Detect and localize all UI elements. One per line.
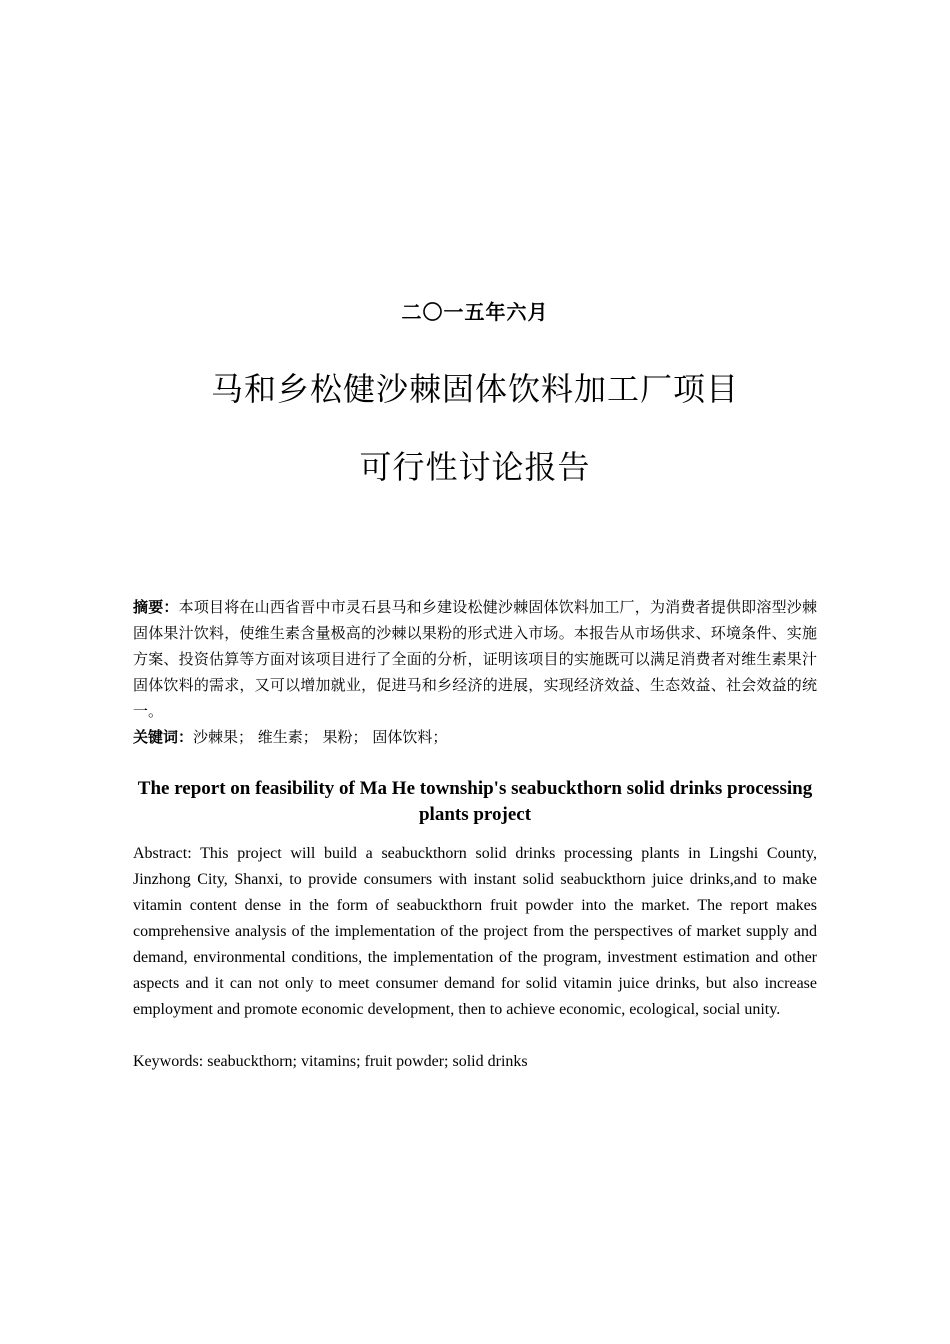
english-keywords: Keywords: seabuckthorn; vitamins; fruit powder; solid drinks: [133, 1053, 528, 1070]
english-abstract: Abstract: This project will build a seabuckthorn solid drinks processing plants in Lingshi County, Jinzhong City, Shanxi, to provide consumers with instant solid seabuckthorn juice drinks,and to make vitamin content dense in the form of seabuckthorn fruit powder into the market. The report makes comprehensive analysis of the implementation of the project from the perspectives of market supply and demand, environmental conditions, the implementation of the program, investment estimation and other aspects and it can not only to meet consumer demand for solid vitamin juice drinks, but also increase employment and promote economic development, then to achieve economic, ecological, social unity.: [133, 845, 817, 1018]
report-title-line-1: 马和乡松健沙棘固体饮料加工厂项目: [210, 370, 739, 408]
report-title-line-2: 可行性讨论报告: [359, 448, 591, 486]
chinese-keywords-label: 关键词：: [133, 728, 194, 746]
chinese-abstract-text: 本项目将在山西省晋中市灵石县马和乡建设松健沙棘固体饮料加工厂，为消费者提供即溶型沙棘固体果汁饮料，使维生素含量极高的沙棘以果粉的形式进入市场。本报告从市场供求、环境条件、实施方案、投资估算等方面对该项目进行了全面的分析，证明该项目的实施既可以满足消费者对维生素果汁固体饮料的需求，又可以增加就业，促进马和乡经济的进展，实现经济效益、生态效益、社会效益的统一。: [133, 598, 817, 720]
english-title: The report on feasibility of Ma He township's seabuckthorn solid drinks processing plants project: [137, 778, 813, 825]
report-date: 二〇一五年六月: [401, 300, 549, 324]
chinese-abstract: [133, 594, 817, 724]
chinese-abstract-label: 摘要：: [133, 598, 179, 616]
chinese-keywords: [133, 724, 817, 750]
chinese-keywords-text: 沙棘果； 维生素； 果粉； 固体饮料；: [193, 728, 448, 746]
